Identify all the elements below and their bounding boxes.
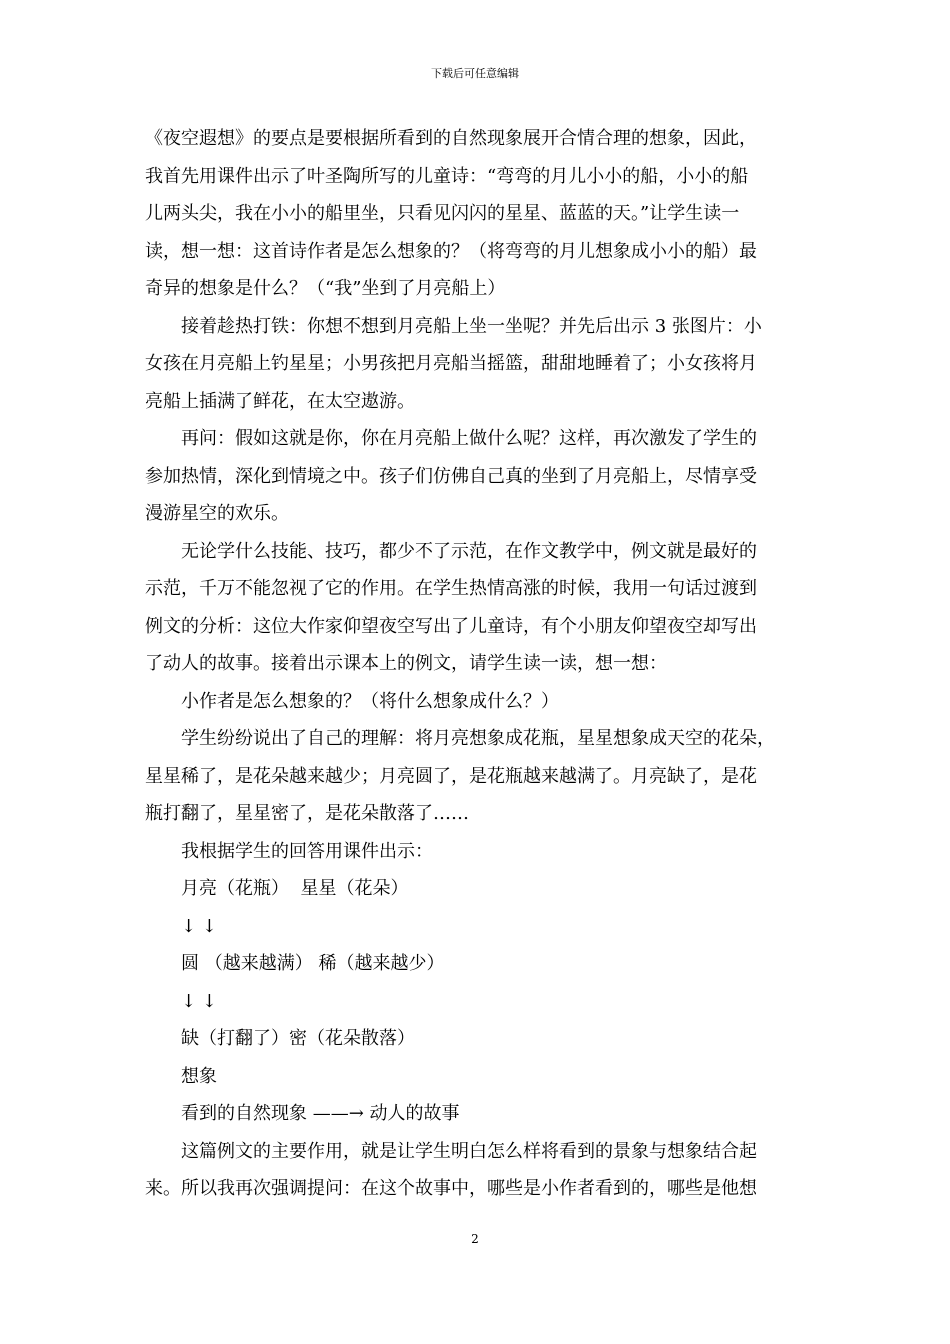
paragraph-1 xyxy=(145,120,810,308)
diagram-line-nature-to-story xyxy=(145,1095,810,1133)
diagram-line-moon-stars xyxy=(145,870,810,908)
text-line: 缺（打翻了）密（花朵散落） xyxy=(181,1028,415,1049)
paragraph-3 xyxy=(145,420,810,533)
text-line: 读，想一想：这首诗作者是怎么想象的？（将弯弯的月儿想象成小小的船）最 xyxy=(145,240,757,262)
down-arrow-icon: ↓ ↓ xyxy=(181,990,217,1012)
diagram-arrows-1 xyxy=(145,908,810,946)
text-line: 想象 xyxy=(181,1065,217,1087)
text-line: 星星稀了，是花朵越来越少；月亮圆了，是花瓶越来越满了。月亮缺了，是花 xyxy=(145,765,757,787)
text-line: 接着趁热打铁：你想不想到月亮船上坐一坐呢？并先后出示 3 张图片：小 xyxy=(181,315,762,337)
paragraph-4 xyxy=(145,533,810,683)
text-line: 漫游星空的欢乐。 xyxy=(145,503,289,524)
diagram-line-wane-dense xyxy=(145,1020,810,1058)
diagram-label-imagination xyxy=(145,1058,810,1096)
text-line: 儿两头尖，我在小小的船里坐，只看见闪闪的星星、蓝蓝的天。”让学生读一 xyxy=(145,203,740,224)
page-number: 2 xyxy=(471,1232,479,1246)
page-header: 下载后可任意编辑 xyxy=(431,67,519,80)
paragraph-7 xyxy=(145,833,810,871)
text-line: 无论学什么技能、技巧，都少不了示范，在作文教学中，例文就是最好的 xyxy=(181,540,757,562)
text-line: 月亮（花瓶） 星星（花朵） xyxy=(181,878,409,899)
text-line: 我根据学生的回答用课件出示： xyxy=(181,840,433,862)
text-line: 《夜空遐想》的要点是要根据所看到的自然现象展开合情合理的想象，因此， xyxy=(145,128,757,149)
text-line: 例文的分析：这位大作家仰望夜空写出了儿童诗，有个小朋友仰望夜空却写出 xyxy=(145,615,757,637)
text-line: 再问：假如这就是你，你在月亮船上做什么呢？这样，再次激发了学生的 xyxy=(181,428,757,449)
text-line: 女孩在月亮船上钓星星；小男孩把月亮船当摇篮，甜甜地睡着了；小女孩将月 xyxy=(145,353,757,374)
text-line: 小作者是怎么想象的？（将什么想象成什么？） xyxy=(181,690,559,712)
text-line: 亮船上插满了鲜花，在太空遨游。 xyxy=(145,390,415,412)
text-line: 示范，千万不能忽视了它的作用。在学生热情高涨的时候，我用一句话过渡到 xyxy=(145,578,757,599)
paragraph-2 xyxy=(145,308,810,421)
text-line: 圆 （越来越满） 稀（越来越少） xyxy=(181,953,445,974)
text-line: 奇异的想象是什么？（“我”坐到了月亮船上） xyxy=(145,278,506,299)
document-body xyxy=(145,120,810,1208)
down-arrow-icon: ↓ ↓ xyxy=(181,915,217,937)
paragraph-8 xyxy=(145,1133,810,1208)
text-line: 瓶打翻了，星星密了，是花朵散落了…… xyxy=(145,803,469,824)
text-line: 学生纷纷说出了自己的理解：将月亮想象成花瓶，星星想象成天空的花朵， xyxy=(181,728,775,749)
text-line: 我首先用课件出示了叶圣陶所写的儿童诗：“弯弯的月儿小小的船，小小的船 xyxy=(145,165,749,187)
diagram-line-round-sparse xyxy=(145,945,810,983)
text-line: 了动人的故事。接着出示课本上的例文，请学生读一读，想一想： xyxy=(145,653,667,674)
text-line: 来。所以我再次强调提问：在这个故事中，哪些是小作者看到的，哪些是他想 xyxy=(145,1178,757,1199)
text-line: 参加热情，深化到情境之中。孩子们仿佛自己真的坐到了月亮船上，尽情享受 xyxy=(145,465,757,487)
paragraph-5 xyxy=(145,683,810,721)
text-line: 看到的自然现象 ——→ 动人的故事 xyxy=(181,1103,460,1124)
diagram-arrows-2 xyxy=(145,983,810,1021)
text-line: 这篇例文的主要作用，就是让学生明白怎么样将看到的景象与想象结合起 xyxy=(181,1140,757,1162)
paragraph-6 xyxy=(145,720,810,833)
